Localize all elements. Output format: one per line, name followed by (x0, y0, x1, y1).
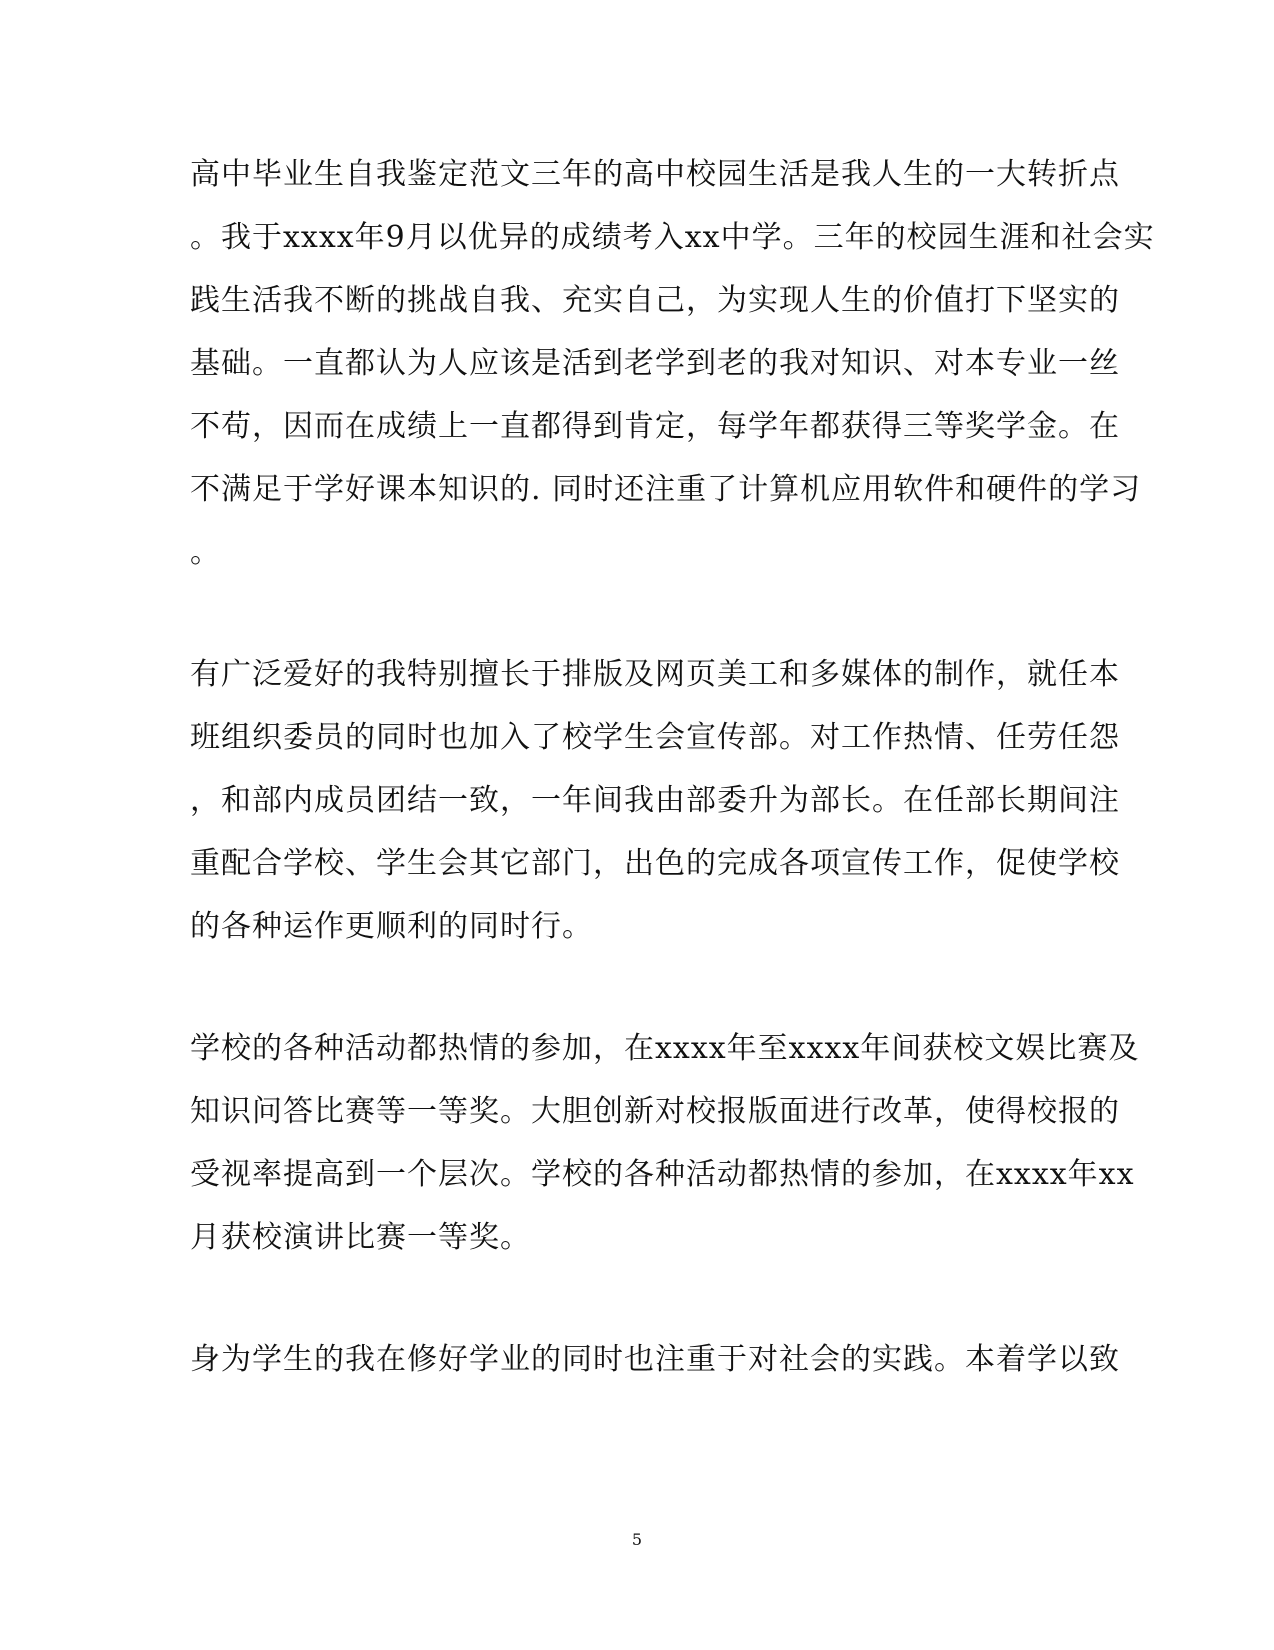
paragraph-1-line-5: 不苟，因而在成绩上一直都得到肯定，每学年都获得三等奖学金。在 (190, 409, 1120, 444)
paragraph-2-line-2: 班组织委员的同时也加入了校学生会宣传部。对工作热情、任劳任怨 (190, 720, 1120, 755)
page-number: 5 (631, 1530, 643, 1549)
paragraph-1-line-2: 。我于xxxx年9月以优异的成绩考入xx中学。三年的校园生涯和社会实 (190, 220, 1155, 255)
paragraph-1-line-6: 不满足于学好课本知识的. 同时还注重了计算机应用软件和硬件的学习 (190, 472, 1142, 507)
paragraph-3-line-4: 月获校演讲比赛一等奖。 (190, 1220, 531, 1255)
paragraph-4-line-1: 身为学生的我在修好学业的同时也注重于对社会的实践。本着学以致 (190, 1342, 1120, 1377)
paragraph-2-line-5: 的各种运作更顺利的同时行。 (190, 909, 593, 944)
paragraph-1-line-1: 高中毕业生自我鉴定范文三年的高中校园生活是我人生的一大转折点 (190, 157, 1120, 192)
paragraph-3-line-2: 知识问答比赛等一等奖。大胆创新对校报版面进行改革，使得校报的 (190, 1094, 1120, 1129)
paragraph-1-line-4: 基础。一直都认为人应该是活到老学到老的我对知识、对本专业一丝 (190, 346, 1120, 381)
paragraph-2-line-4: 重配合学校、学生会其它部门，出色的完成各项宣传工作，促使学校 (190, 846, 1120, 881)
paragraph-1-line-3: 践生活我不断的挑战自我、充实自己，为实现人生的价值打下坚实的 (190, 283, 1120, 318)
paragraph-2-line-1: 有广泛爱好的我特别擅长于排版及网页美工和多媒体的制作，就任本 (190, 657, 1120, 692)
paragraph-3-line-1: 学校的各种活动都热情的参加，在xxxx年至xxxx年间获校文娱比赛及 (190, 1031, 1140, 1066)
paragraph-3-line-3: 受视率提高到一个层次。学校的各种活动都热情的参加，在xxxx年xx (190, 1157, 1135, 1192)
paragraph-2-line-3: ，和部内成员团结一致，一年间我由部委升为部长。在任部长期间注 (190, 783, 1120, 818)
paragraph-1-line-7: 。 (190, 535, 221, 570)
